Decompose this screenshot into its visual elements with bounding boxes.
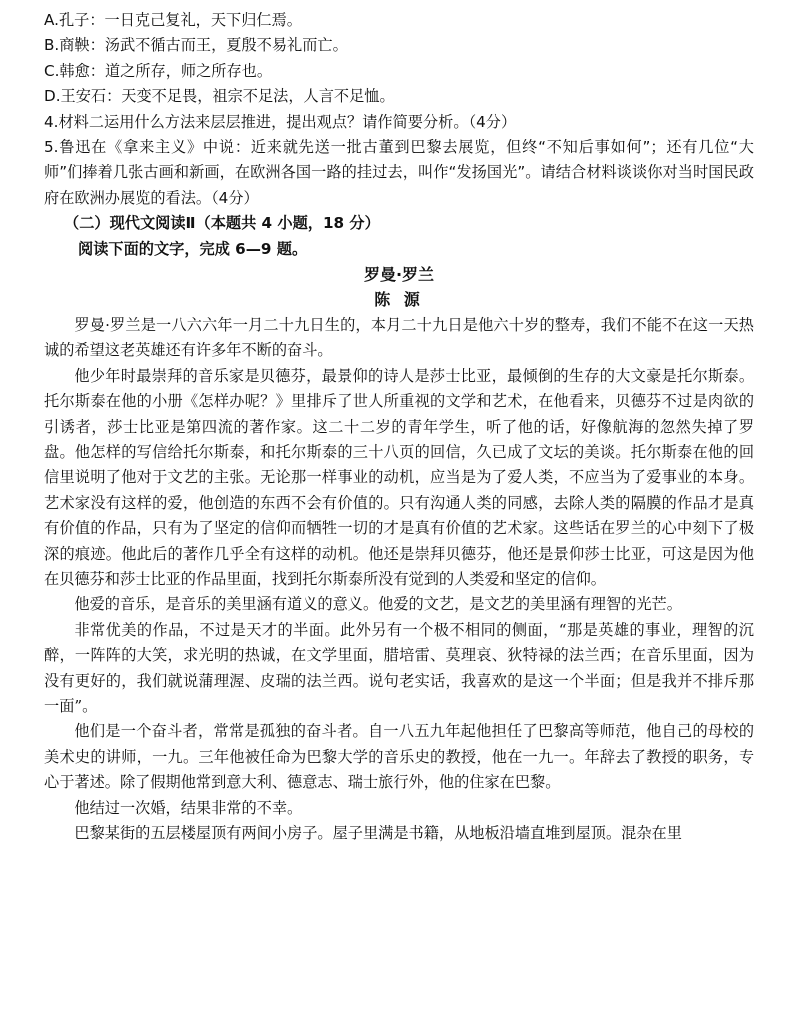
article-author: 陈 源: [374, 290, 424, 310]
reading-instruction: 阅读下面的文字，完成 6—9 题。: [78, 239, 308, 258]
option-d: D.王安石：天变不足畏，祖宗不足法，人言不足恤。: [44, 87, 395, 106]
section-heading: （二）现代文阅读Ⅱ（本题共 4 小题，18 分）: [64, 214, 380, 233]
article-body: [44, 313, 754, 847]
article-paragraph: 巴黎某街的五层楼屋顶有两间小房子。屋子里满是书籍，从地板沿墙直堆到屋顶。混杂在里: [74, 824, 682, 842]
article-paragraph: 他们是一个奋斗者，常常是孤独的奋斗者。自一八五九年起他担任了巴黎高等师范，他自己的母校的美术史的讲师，一九。三年他被任命为巴黎大学的音乐史的教授，他在一九一。年辞去了教授的职务，专心于著述。除了假期他常到意大利、德意志、瑞士旅行外，他的住家在巴黎。: [44, 722, 754, 792]
option-c: C.韩愈：道之所存，师之所存也。: [44, 61, 273, 80]
article-paragraph: 非常优美的作品，不过是天才的半面。此外另有一个极不相同的侧面，“那是英雄的事业，理智的沉醉，一阵阵的大笑，求光明的热诚，在文学里面，腊培雷、莫理哀、狄特禄的法兰西；在音乐里面，因为没有更好的，我们就说蒲理渥、皮瑞的法兰西。说句老实话，我喜欢的是这一个半面；但是我并不排斥那一面”。: [44, 620, 754, 715]
article-paragraph: 他结过一次婚，结果非常的不幸。: [74, 798, 303, 817]
question-5: 5.鲁迅在《拿来主义》中说：近来就先送一批古董到巴黎去展览，但终“不知后事如何”；还有几位“大师”们捧着几张古画和新画，在欧洲各国一路的挂过去，叫作“发扬国光”。请结合材料谈谈你对当时国民政府在欧洲办展览的看法。（4分）: [44, 138, 754, 207]
article-paragraph: 他爱的音乐，是音乐的美里涵有道义的意义。他爱的文艺，是文艺的美里涵有理智的光芒。: [74, 595, 682, 614]
article-paragraph: 他少年时最崇拜的音乐家是贝德芬，最景仰的诗人是莎士比亚，最倾倒的生存的大文豪是托尔斯泰。托尔斯泰在他的小册《怎样办呢？》里排斥了世人所重视的文学和艺术，在他看来，贝德芬不过是肉欲的引诱者，莎士比亚是第四流的著作家。这二十二岁的青年学生，听了他的话，好像航海的忽然失掉了罗盘。他怎样的写信给托尔斯泰，和托尔斯泰的三十八页的回信，久已成了文坛的美谈。托尔斯泰在他的回信里说明了他对于文艺的主张。无论那一样事业的动机，应当是为了爱人类，不应当为了爱事业的本身。艺术家没有这样的爱，他创造的东西不会有价值的。只有沟通人类的同感，去除人类的隔膜的作品才是真有价值的作品，只有为了坚定的信仰而牺牲一切的才是真有价值的艺术家。这些话在罗兰的心中刻下了极深的痕迹。他此后的著作几乎全有这样的动机。他还是崇拜贝德芬，他还是景仰莎士比亚，可这是因为他在贝德芬和莎士比亚的作品里面，找到托尔斯泰所没有觉到的人类爱和坚定的信仰。: [44, 366, 754, 588]
option-a: A.孔子：一日克己复礼，天下归仁焉。: [44, 11, 302, 29]
option-b: B.商鞅：汤武不循古而王，夏殷不易礼而亡。: [44, 36, 348, 55]
article-title: 罗曼·罗兰: [363, 265, 435, 285]
question-4: 4.材料二运用什么方法来层层推进，提出观点？请作简要分析。（4分）: [44, 112, 517, 131]
article-paragraph: 罗曼·罗兰是一八六六年一月二十九日生的，本月二十九日是他六十岁的整寿，我们不能不在这一天热诚的希望这老英雄还有许多年不断的奋斗。: [44, 315, 754, 360]
